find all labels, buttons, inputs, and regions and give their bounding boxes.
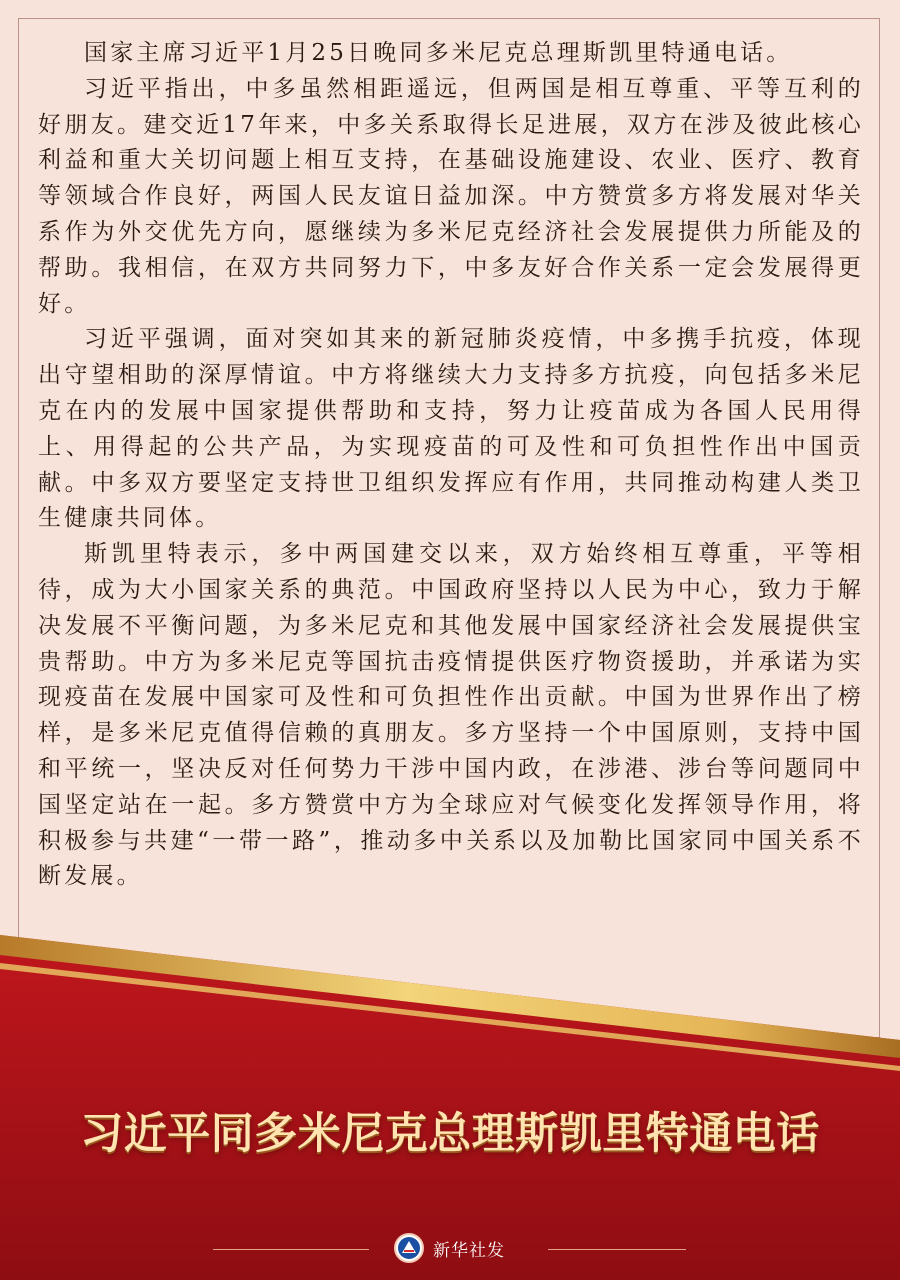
article-paragraph-1: 国家主席习近平1月25日晚同多米尼克总理斯凯里特通电话。 [84, 40, 793, 66]
article-paragraph-3: 习近平强调，面对突如其来的新冠肺炎疫情，中多携手抗疫，体现出守望相助的深厚情谊。中方将继续大力支持多方抗疫，向包括多米尼克在内的发展中国家提供帮助和支持，努力让疫苗成为各国人民用得上、用得起的公共产品，为实现疫苗的可及性和可负担性作出中国贡献。中多双方要坚定支持世卫组织发挥应有作用，共同推动构建人类卫生健康共同体。 [38, 326, 864, 532]
divider-line-left [213, 1249, 369, 1250]
xinhua-logo-icon [394, 1233, 424, 1263]
source-label: 新华社发 [433, 1241, 505, 1261]
divider-line-right [548, 1249, 686, 1250]
article-paragraph-4: 斯凯里特表示，多中两国建交以来，双方始终相互尊重，平等相待，成为大小国家关系的典范。中国政府坚持以人民为中心，致力于解决发展不平衡问题，为多米尼克和其他发展中国家经济社会发展提供宝贵帮助。中方为多米尼克等国抗击疫情提供医疗物资援助，并承诺为实现疫苗在发展中国家可及性和可负担性作出贡献。中国为世界作出了榜样，是多米尼克值得信赖的真朋友。多方坚持一个中国原则，支持中国和平统一，坚决反对任何势力干涉中国内政，在涉港、涉台等问题同中国坚定站在一起。多方赞赏中方为全球应对气候变化发挥领导作用，将积极参与共建“一带一路”，推动多中关系以及加勒比国家同中国关系不断发展。 [38, 541, 864, 890]
article-paragraph-2: 习近平指出，中多虽然相距遥远，但两国是相互尊重、平等互利的好朋友。建交近17年来，中多关系取得长足进展，双方在涉及彼此核心利益和重大关切问题上相互支持，在基础设施建设、农业、医疗、教育等领域合作良好，两国人民友谊日益加深。中方赞赏多方将发展对华关系作为外交优先方向，愿继续为多米尼克经济社会发展提供力所能及的帮助。我相信，在双方共同努力下，中多友好合作关系一定会发展得更好。 [38, 75, 864, 317]
banner-title: 习近平同多米尼克总理斯凯里特通电话 [80, 1109, 820, 1159]
